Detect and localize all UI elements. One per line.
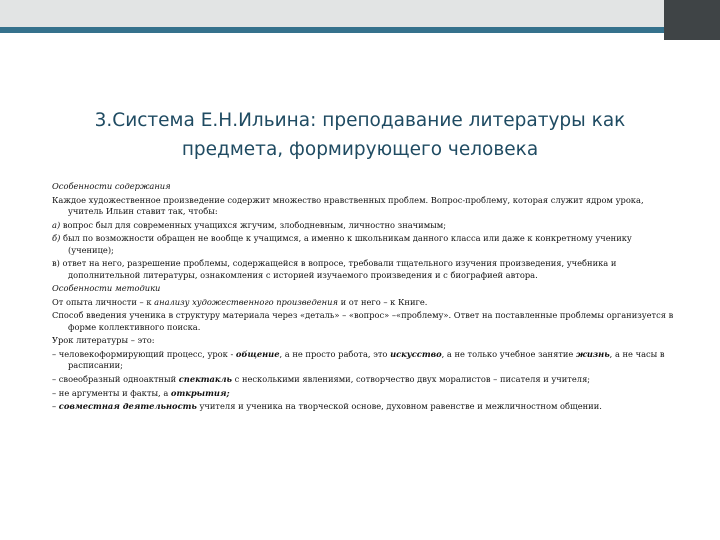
text-emphasis: совместная деятельность xyxy=(58,401,197,412)
text-segment: – человекоформирующий процесс, урок - xyxy=(52,348,236,359)
title-line-1: 3.Система Е.Н.Ильина: преподавание литературы как xyxy=(94,110,626,131)
slide-title xyxy=(40,106,680,164)
list-item-b xyxy=(52,233,674,256)
title-line-2: предмета, формирующего человека xyxy=(181,139,539,160)
heading-content: Особенности содержания xyxy=(52,181,171,191)
list-item-a xyxy=(52,220,674,231)
list-item-a-text: вопрос был для современных учащихся жгучим, злободневным, личностно значимым; xyxy=(60,219,447,230)
paragraph-lesson: Урок литературы – это: xyxy=(52,335,155,346)
text-emphasis: общение xyxy=(235,348,280,359)
text-emphasis: жизнь xyxy=(575,348,610,359)
paragraph-intro: Каждое художественное произведение содержит множество нравственных проблем. Вопрос-проблему, которая служит ядром урока, учитель Ильин ставит так, чтобы: xyxy=(52,194,644,216)
bullet-item-3 xyxy=(52,388,674,399)
text-emphasis: искусство xyxy=(390,348,442,359)
bullet-item-2 xyxy=(52,374,674,385)
accent-stripe xyxy=(0,27,720,33)
text-segment: – не аргументы и факты, а xyxy=(52,387,171,398)
text-emphasis: открытия; xyxy=(170,387,230,398)
list-item-a-prefix: а) xyxy=(52,219,61,230)
paragraph-method: Способ введения ученика в структуру материала через «деталь» – «вопрос» –«проблему». Ответ на поставленные проблемы организуется в форме коллективного поиска. xyxy=(52,310,674,332)
text-emphasis: анализу художественного произведения xyxy=(154,296,338,307)
text-segment: , а не часы в расписании; xyxy=(68,348,665,371)
text-segment: – своеобразный одноактный xyxy=(52,373,179,384)
paragraph-experience xyxy=(52,297,674,308)
text-segment: и от него – к Книге. xyxy=(337,296,428,307)
text-segment: – xyxy=(52,401,59,412)
bullet-item-4 xyxy=(52,401,674,412)
text-segment: , а не просто работа, это xyxy=(279,348,391,359)
dark-corner-block xyxy=(664,0,720,40)
list-item-b-prefix: б) xyxy=(52,233,61,244)
list-item-c: в) ответ на него, разрешение проблемы, содержащейся в вопросе, требовали тщательного изучения произведения, учебника и дополнительной литературы, ознакомления с историей изучаемого произведения и с биографией автора. xyxy=(52,258,617,280)
list-item-b-text: был по возможности обращен не вообще к учащимся, а именно к школьникам данного класса или даже к конкретному ученику (ученице); xyxy=(60,233,632,255)
text-segment: , а не только учебное занятие xyxy=(441,348,576,359)
slide-body xyxy=(52,181,674,415)
text-emphasis: спектакль xyxy=(178,373,233,384)
text-segment: с несколькими явлениями, сотворчество двух моралистов – писателя и учителя; xyxy=(232,373,591,384)
top-decor-bar xyxy=(0,0,720,30)
heading-method: Особенности методики xyxy=(52,283,161,294)
bullet-item-1 xyxy=(52,349,674,372)
text-segment: учителя и ученика на творческой основе, духовном равенстве и межличностном общении. xyxy=(196,401,602,412)
text-segment: От опыта личности – к xyxy=(52,296,155,307)
